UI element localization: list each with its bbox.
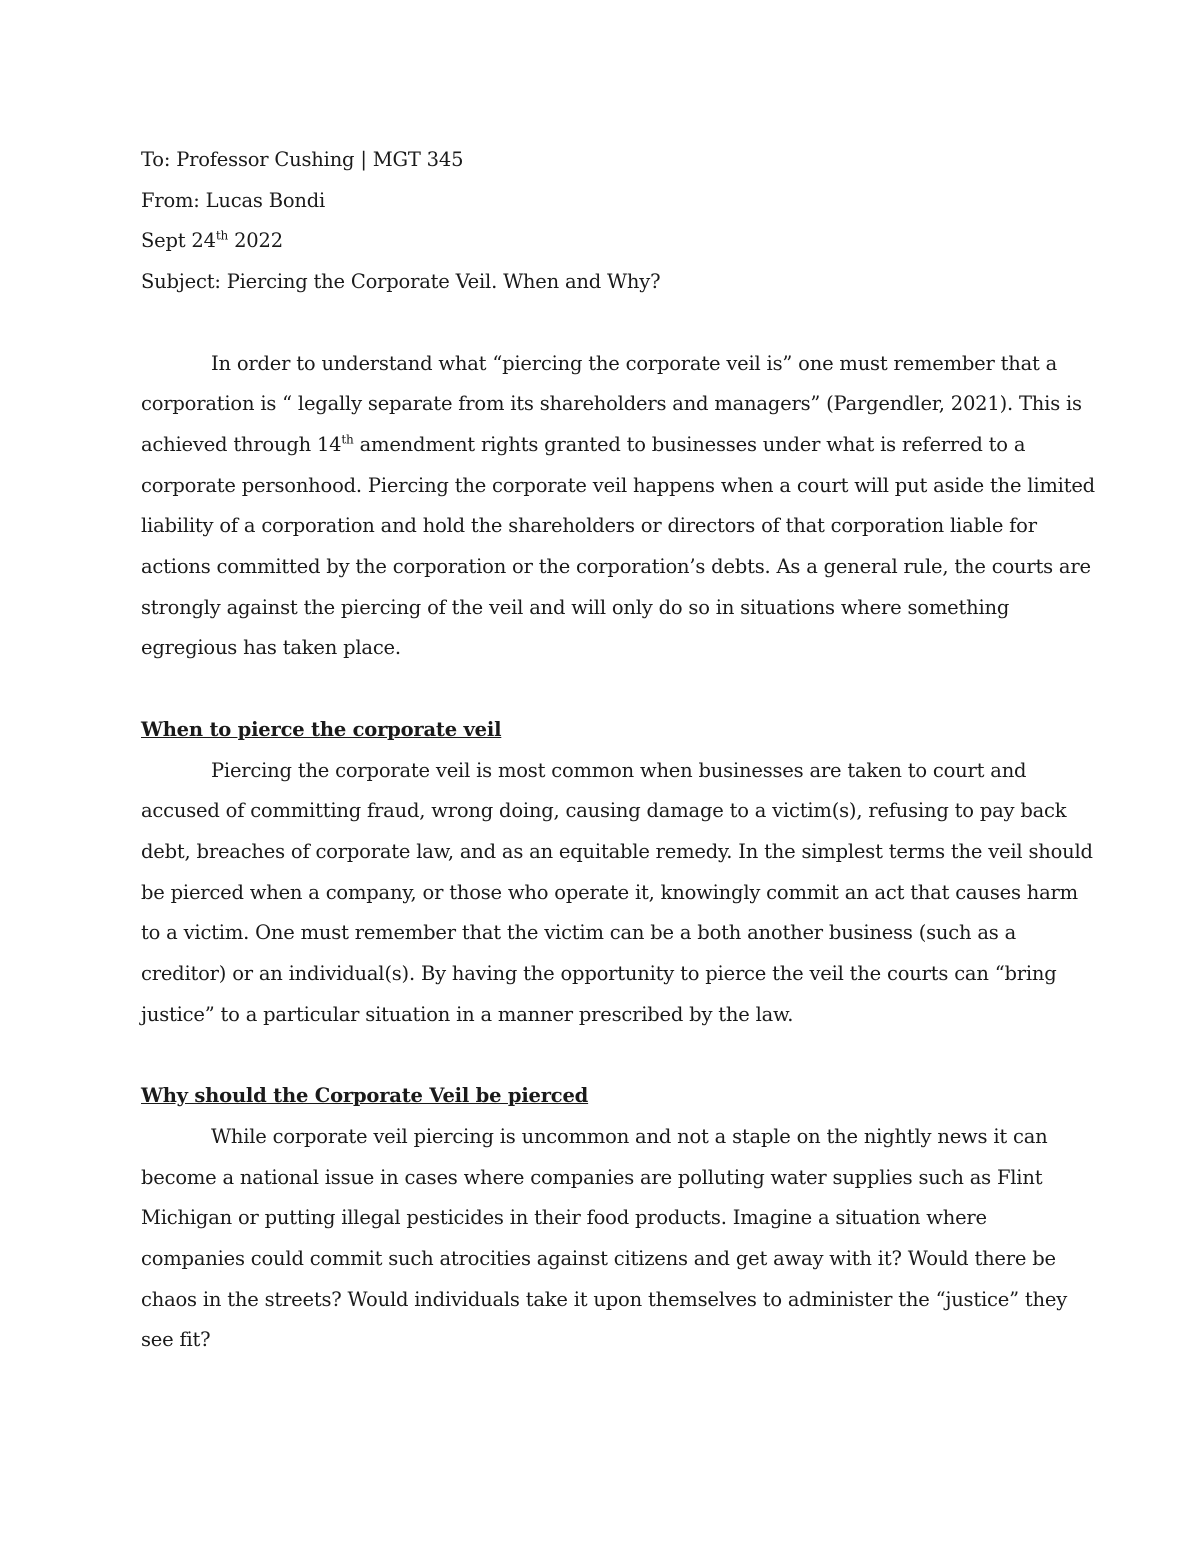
intro-line3-prefix: achieved through 14 — [141, 432, 342, 456]
spacer — [141, 1035, 1061, 1076]
when-line: be pierced when a company, or those who operate it, knowingly commit an act that causes harm — [141, 880, 1078, 904]
intro-line: actions committed by the corporation or the corporation’s debts. As a general rule, the courts are — [141, 555, 1091, 579]
memo-date-superscript: th — [215, 228, 229, 243]
why-line: see fit? — [141, 1328, 211, 1352]
memo-date-prefix: Sept 24 — [141, 229, 216, 253]
why-line: become a national issue in cases where companies are polluting water supplies such as Flint — [141, 1165, 1043, 1189]
memo-to: To: Professor Cushing | MGT 345 — [141, 148, 464, 171]
memo-from: From: Lucas Bondi — [141, 188, 326, 212]
when-line: justice” to a particular situation in a manner prescribed by the law. — [141, 1002, 794, 1026]
when-line: accused of committing fraud, wrong doing, causing damage to a victim(s), refusing to pay back — [141, 799, 1067, 823]
when-paragraph — [141, 751, 1093, 1036]
why-line: Michigan or putting illegal pesticides in their food products. Imagine a situation where — [141, 1206, 987, 1230]
why-paragraph — [141, 1117, 1068, 1361]
intro-line: egregious has taken place. — [141, 636, 401, 660]
intro-line: In order to understand what “piercing the corporate veil is” one must remember that a — [211, 351, 1058, 375]
section-heading-when: When to pierce the corporate veil — [141, 717, 502, 741]
intro-line — [141, 425, 1061, 466]
spacer — [141, 669, 1061, 710]
amendment-superscript: th — [341, 432, 354, 447]
memo-date-suffix: 2022 — [228, 229, 283, 253]
memo-date — [141, 221, 1061, 262]
intro-paragraph — [141, 344, 1095, 670]
memo-subject: Subject: Piercing the Corporate Veil. When and Why? — [141, 270, 661, 294]
intro-line: corporation is “ legally separate from its shareholders and managers” (Pargendler, 2021). This is — [141, 392, 1082, 416]
why-line: companies could commit such atrocities against citizens and get away with it? Would there be — [141, 1246, 1056, 1270]
intro-line: corporate personhood. Piercing the corporate veil happens when a court will put aside the limited — [141, 473, 1095, 497]
intro-line: strongly against the piercing of the veil and will only do so in situations where something — [141, 595, 1010, 619]
intro-line3-suffix: amendment rights granted to businesses under what is referred to a — [353, 432, 1026, 456]
when-line: Piercing the corporate veil is most common when businesses are taken to court and — [211, 758, 1027, 782]
section-heading-why: Why should the Corporate Veil be pierced — [141, 1084, 589, 1108]
why-line: While corporate veil piercing is uncommon and not a staple on the nightly news it can — [211, 1124, 1048, 1148]
why-line: chaos in the streets? Would individuals take it upon themselves to administer the “justice” they — [141, 1287, 1068, 1311]
intro-line: liability of a corporation and hold the shareholders or directors of that corporation liable for — [141, 514, 1037, 538]
when-line: debt, breaches of corporate law, and as an equitable remedy. In the simplest terms the veil should — [141, 839, 1093, 863]
spacer — [141, 303, 1061, 344]
when-line: to a victim. One must remember that the victim can be a both another business (such as a — [141, 921, 1017, 945]
memo-body — [141, 140, 1095, 1361]
when-line: creditor) or an individual(s). By having the opportunity to pierce the veil the courts can “bring — [141, 962, 1057, 986]
